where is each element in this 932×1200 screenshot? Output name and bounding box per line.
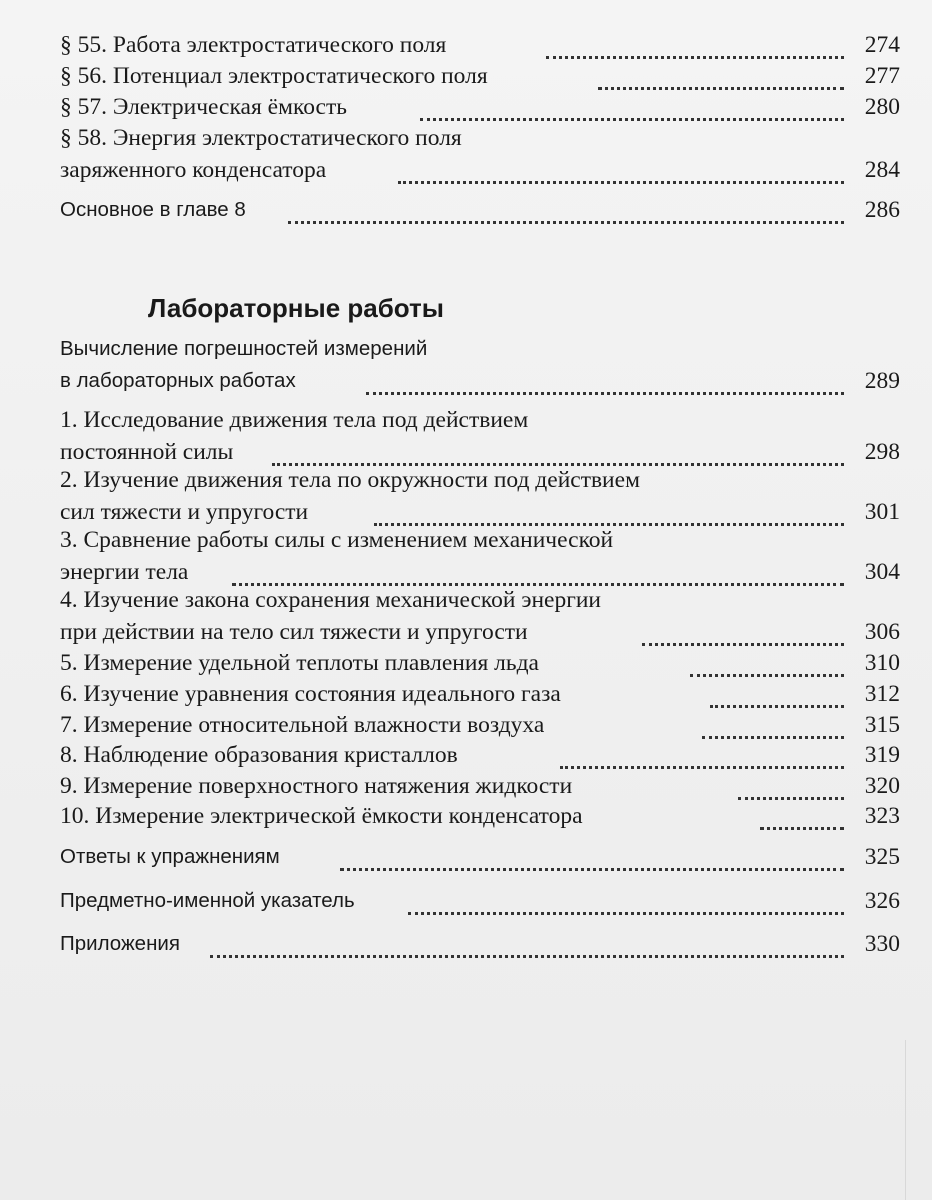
toc-entry-lab-6[interactable] xyxy=(0,679,932,713)
toc-entry-lab-5[interactable] xyxy=(0,648,932,682)
toc-entry-title: Приложения xyxy=(60,932,180,955)
toc-entry-page: 284 xyxy=(864,157,900,183)
toc-entry-page: 274 xyxy=(864,32,900,58)
toc-entry-page: 326 xyxy=(864,888,900,914)
leader-dots xyxy=(420,118,844,121)
toc-entry-title: Основное в главе 8 xyxy=(60,198,246,221)
leader-dots xyxy=(760,827,844,830)
toc-entry-page: 286 xyxy=(864,197,900,223)
toc-entry-title: 5. Измерение удельной теплоты плавления льда xyxy=(60,650,539,676)
toc-entry-title-line1: 1. Исследование движения тела под действием xyxy=(60,407,529,433)
toc-entry-lab-2[interactable] xyxy=(0,465,932,529)
toc-entry-title: 8. Наблюдение образования кристаллов xyxy=(60,742,458,768)
page-edge-line xyxy=(905,1040,906,1200)
toc-entry-lab-9[interactable] xyxy=(0,771,932,805)
leader-dots xyxy=(702,736,844,739)
toc-entry-chapter-summary[interactable] xyxy=(0,195,932,229)
toc-entry-lab-3[interactable] xyxy=(0,525,932,589)
section-heading: Лабораторные работы xyxy=(148,293,444,323)
leader-dots xyxy=(642,643,844,646)
toc-entry-page: 310 xyxy=(864,650,900,676)
toc-entry-lab-1[interactable] xyxy=(0,405,932,469)
toc-entry-title: § 55. Работа электростатического поля xyxy=(60,32,447,58)
toc-entry-title: 7. Измерение относительной влажности воздуха xyxy=(60,712,545,738)
leader-dots xyxy=(560,766,844,769)
toc-entry-56[interactable] xyxy=(0,61,932,95)
toc-entry-lab-7[interactable] xyxy=(0,710,932,744)
toc-entry-title: Предметно-именной указатель xyxy=(60,889,355,912)
toc-entry-title-line2: постоянной силы xyxy=(60,439,234,465)
toc-entry-appendices[interactable] xyxy=(0,929,932,963)
toc-entry-page: 289 xyxy=(864,368,900,394)
toc-entry-page: 298 xyxy=(864,439,900,465)
toc-entry-title-line1: 2. Изучение движения тела по окружности под действием xyxy=(60,467,640,493)
toc-entry-page: 301 xyxy=(864,499,900,525)
leader-dots xyxy=(598,87,844,90)
toc-entry-index[interactable] xyxy=(0,886,932,920)
leader-dots xyxy=(710,705,844,708)
toc-entry-title-line1: § 58. Энергия электростатического поля xyxy=(60,125,462,151)
toc-entry-title: Ответы к упражнениям xyxy=(60,845,280,868)
leader-dots xyxy=(408,912,844,915)
toc-entry-title-line2: сил тяжести и упругости xyxy=(60,499,309,525)
toc-entry-lab-4[interactable] xyxy=(0,585,932,649)
toc-entry-answers[interactable] xyxy=(0,842,932,876)
toc-entry-lab-intro[interactable] xyxy=(0,334,932,398)
toc-entry-title-line1: 3. Сравнение работы силы с изменением механической xyxy=(60,527,614,553)
toc-entry-title: § 56. Потенциал электростатического поля xyxy=(60,63,488,89)
toc-entry-page: 277 xyxy=(864,63,900,89)
toc-entry-58[interactable] xyxy=(0,123,932,187)
leader-dots xyxy=(288,221,844,224)
leader-dots xyxy=(690,674,844,677)
toc-entry-page: 306 xyxy=(864,619,900,645)
leader-dots xyxy=(340,868,844,871)
toc-entry-title-line1: Вычисление погрешностей измерений xyxy=(60,337,428,360)
toc-entry-title: 10. Измерение электрической ёмкости конденсатора xyxy=(60,803,583,829)
toc-entry-title-line1: 4. Изучение закона сохранения механической энергии xyxy=(60,587,601,613)
toc-entry-title: § 57. Электрическая ёмкость xyxy=(60,94,347,120)
toc-entry-page: 280 xyxy=(864,94,900,120)
toc-entry-page: 330 xyxy=(864,931,900,957)
leader-dots xyxy=(546,56,844,59)
toc-entry-lab-8[interactable] xyxy=(0,740,932,774)
leader-dots xyxy=(366,392,844,395)
toc-entry-title-line2: при действии на тело сил тяжести и упругости xyxy=(60,619,528,645)
toc-entry-page: 323 xyxy=(864,803,900,829)
toc-entry-page: 315 xyxy=(864,712,900,738)
leader-dots xyxy=(210,955,844,958)
toc-entry-page: 325 xyxy=(864,844,900,870)
leader-dots xyxy=(398,181,844,184)
toc-entry-55[interactable] xyxy=(0,30,932,64)
toc-entry-title: 6. Изучение уравнения состояния идеального газа xyxy=(60,681,561,707)
toc-entry-title-line2: заряженного конденсатора xyxy=(60,157,327,183)
toc-entry-page: 320 xyxy=(864,773,900,799)
toc-entry-57[interactable] xyxy=(0,92,932,126)
toc-entry-title: 9. Измерение поверхностного натяжения жидкости xyxy=(60,773,573,799)
toc-entry-page: 319 xyxy=(864,742,900,768)
toc-entry-page: 304 xyxy=(864,559,900,585)
toc-entry-lab-10[interactable] xyxy=(0,801,932,835)
leader-dots xyxy=(738,797,844,800)
toc-entry-page: 312 xyxy=(864,681,900,707)
toc-entry-title-line2: энергии тела xyxy=(60,559,189,585)
toc-entry-title-line2: в лабораторных работах xyxy=(60,369,296,392)
